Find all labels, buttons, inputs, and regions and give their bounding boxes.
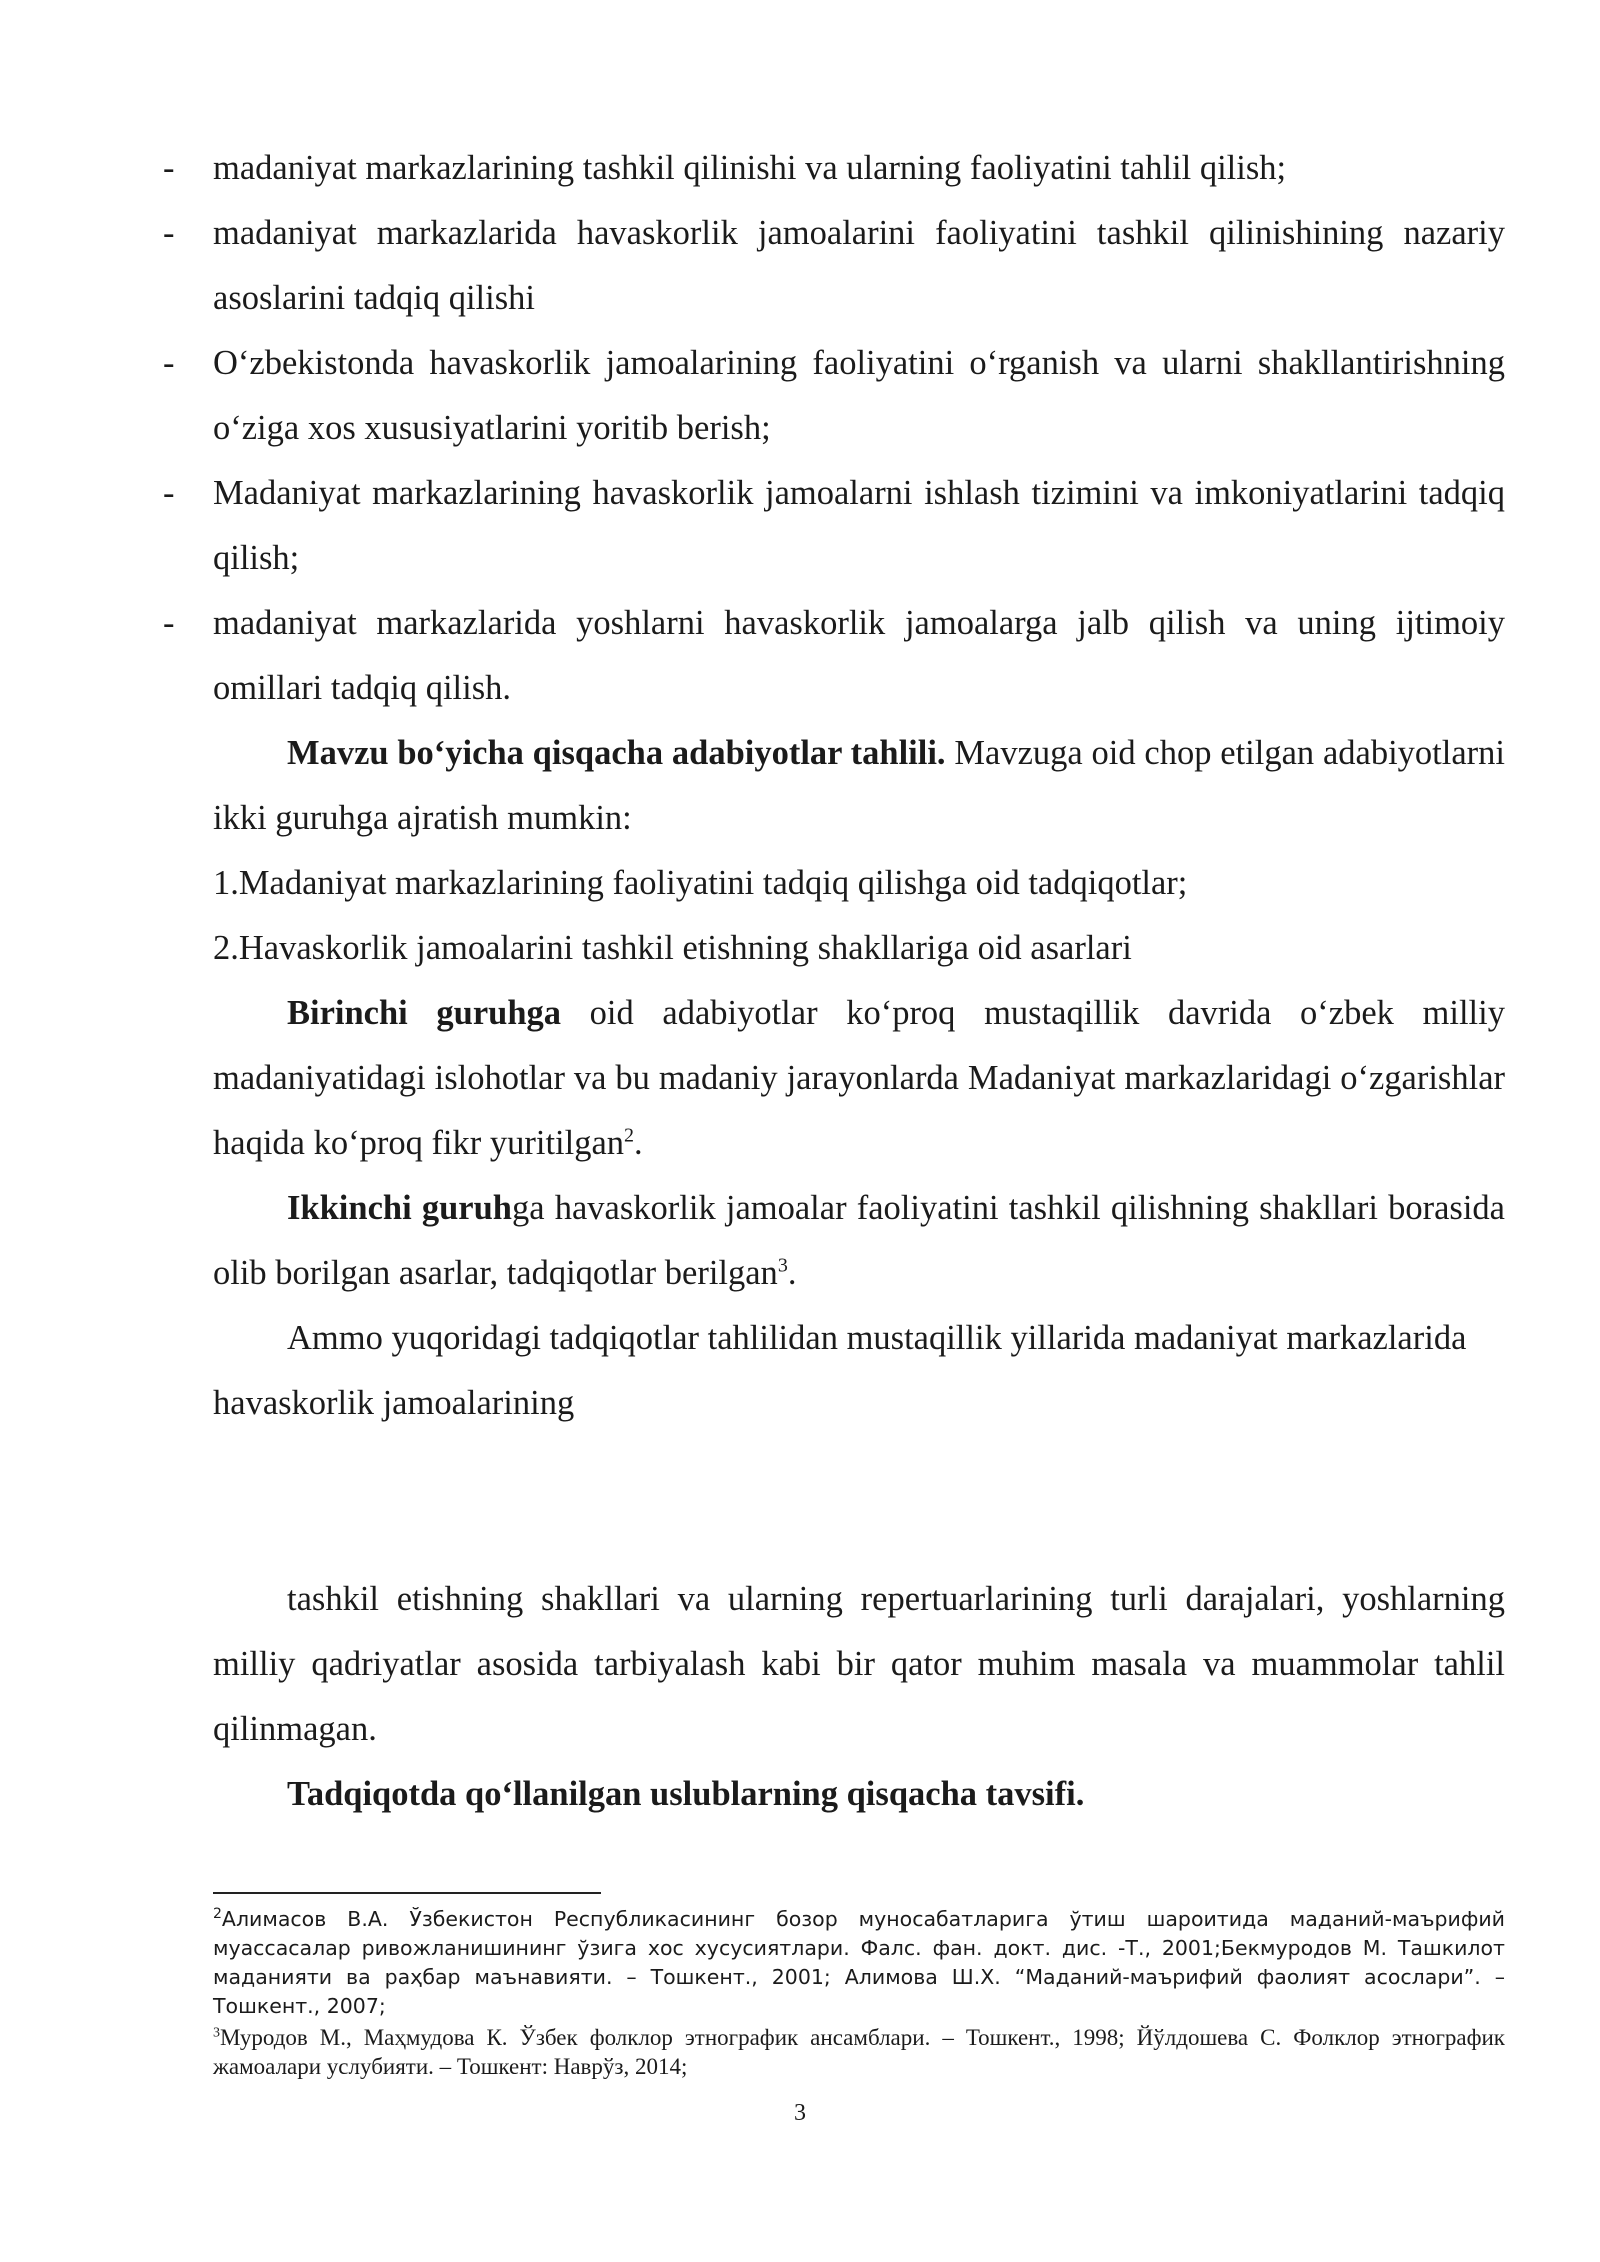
footnote-ref[interactable]: 3	[777, 1254, 788, 1277]
page-gap	[163, 1436, 1505, 1567]
bullet-dash: -	[163, 149, 175, 187]
literature-review-heading: Mavzu bo‘yicha qisqacha adabiyotlar tahlili.	[287, 734, 946, 772]
bullet-text: O‘zbekistonda havaskorlik jamoalarining faoliyatini o‘rganish va ularni shakllantirishning o‘ziga xos xususiyatlarini yoritib berish;	[213, 344, 1505, 447]
methods-heading: Tadqiqotda qo‘llanilgan uslublarning qisqacha tavsifi.	[287, 1775, 1085, 1813]
bullet-text: madaniyat markazlarining tashkil qilinishi va ularning faoliyatini tahlil qilish;	[213, 149, 1287, 187]
footnote-text: Алимасов В.А. Ўзбекистон Республикасининг бозор муносабатларига ўтиш шароитида маданий-маърифий муассасалар ривожланишининг ўзига хос хусусиятлари. Фалс. фан. докт. дис. -Т., 2001;Бекмуродов М. Ташкилот маданияти ва раҳбар маънавияти. – Тошкент., 2001; Алимова Ш.Х. “Маданий-маърифий фаолият асослари”. – Тошкент., 2007;	[213, 1907, 1505, 2018]
bullet-text: madaniyat markazlarida yoshlarni havaskorlik jamoalarga jalb qilish va uning ijtimoiy omillari tadqiq qilish.	[213, 604, 1505, 707]
footnote-number: 2	[213, 1906, 222, 1923]
second-group-heading: Ikkinchi guruh	[287, 1189, 512, 1227]
first-group-text: oid adabiyotlar ko‘proq mustaqillik davrida o‘zbek milliy madaniyatidagi islohotlar va bu madaniy jarayonlarda Madaniyat markazlaridagi o‘zgarishlar haqida ko‘proq fikr yuritilgan	[213, 994, 1505, 1162]
bullet-item	[163, 136, 1505, 201]
footnote-text: Муродов М., Маҳмудова К. Ўзбек фолклор этнографик ансамблари. – Тошкент., 1998; Йўлдошева С. Фолклор этнографик жамоалари услубияти. – Тошкент: Наврўз, 2014;	[213, 2025, 1505, 2079]
literature-review-text: Mavzuga oid chop etilgan adabiyotlarni ikki guruhga ajratish mumkin:	[213, 734, 1505, 837]
bullet-text: madaniyat markazlarida havaskorlik jamoalarini faoliyatini tashkil qilinishining nazariy asoslarini tadqiq qilishi	[213, 214, 1505, 317]
bullet-item	[163, 201, 1505, 331]
footnote-separator	[213, 1892, 601, 1894]
second-group-paragraph	[163, 1176, 1505, 1306]
literature-review-paragraph	[163, 721, 1505, 851]
ammo-paragraph: Ammo yuqoridagi tadqiqotlar tahlilidan mustaqillik yillarida madaniyat markazlarida havaskorlik jamoalarining	[213, 1319, 1467, 1422]
numbered-item: 1.Madaniyat markazlarining faoliyatini tadqiq qilishga oid tadqiqotlar;	[213, 864, 1188, 902]
bullet-item	[163, 591, 1505, 721]
page-number: 3	[794, 2100, 806, 2126]
first-group-paragraph	[163, 981, 1505, 1176]
footnotes	[213, 1905, 1505, 2081]
continued-paragraph: tashkil etishning shakllari va ularning repertuarlarining turli darajalari, yoshlarning milliy qadriyatlar asosida tarbiyalash kabi bir qator muhim masala va muammolar tahlil qilinmagan.	[213, 1580, 1505, 1748]
footnote-ref[interactable]: 2	[624, 1124, 635, 1147]
bullet-dash: -	[163, 604, 175, 642]
footnote	[213, 2023, 1505, 2081]
second-group-end: .	[787, 1254, 797, 1292]
bullet-item	[163, 331, 1505, 461]
second-group-text: ga havaskorlik jamoalar faoliyatini tashkil qilishning shakllari borasida olib borilgan asarlar, tadqiqotlar berilgan	[213, 1189, 1505, 1292]
bullet-item	[163, 461, 1505, 591]
footnote	[213, 1905, 1505, 2021]
bullet-dash: -	[163, 214, 175, 252]
first-group-heading: Birinchi guruhga	[287, 994, 562, 1032]
bullet-text: Madaniyat markazlarining havaskorlik jamoalarni ishlash tizimini va imkoniyatlarini tadqiq qilish;	[213, 474, 1505, 577]
main-text	[163, 136, 1505, 1827]
bullet-dash: -	[163, 474, 175, 512]
first-group-end: .	[634, 1124, 643, 1162]
numbered-item: 2.Havaskorlik jamoalarini tashkil etishning shakllariga oid asarlari	[213, 929, 1132, 967]
bullet-dash: -	[163, 344, 175, 382]
footnote-number: 3	[213, 2025, 220, 2041]
